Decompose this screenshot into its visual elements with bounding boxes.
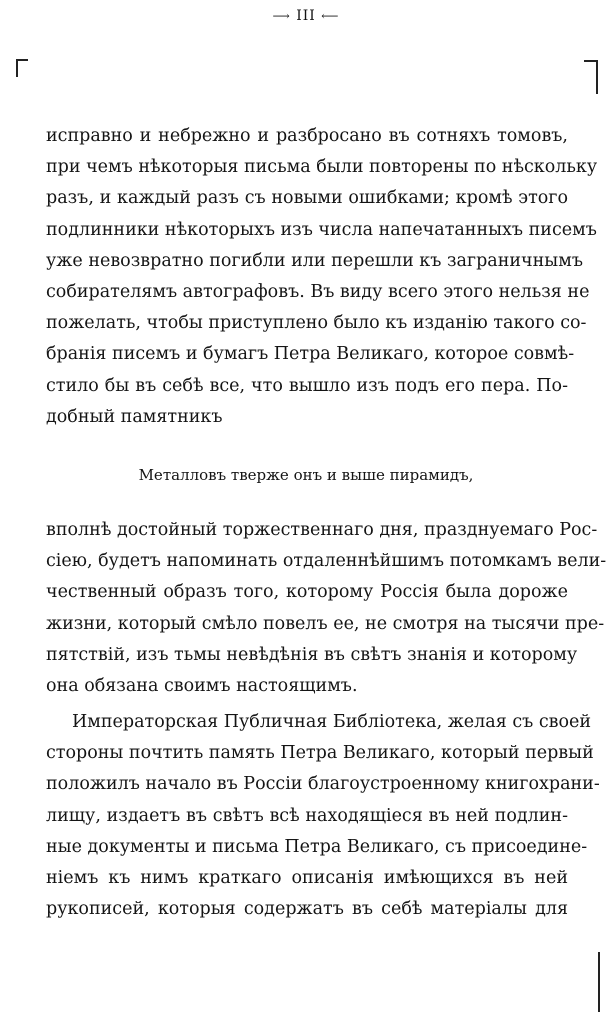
text-line: уже невозвратно погибли или перешли къ заграничнымъ: [46, 250, 583, 271]
text-line: исправно и небрежно и разбросано въ сотняхъ томовъ,: [46, 126, 568, 146]
paragraph-2: [46, 515, 607, 702]
text-line: рукописей, которыя содержатъ въ себѣ матеріалы для: [46, 899, 568, 920]
text-line: Императорская Публичная Библіотека, желая съ своей: [72, 712, 592, 732]
text-line: подлинники нѣкоторыхъ изъ числа напечатанныхъ писемъ: [46, 219, 597, 240]
header-right-ornament: ⟵: [321, 9, 340, 23]
text-line: чественный образъ того, которому Россія была дороже: [46, 582, 568, 603]
text-line: сіею, будетъ напоминать отдаленнѣйшимъ потомкамъ вели-: [46, 551, 607, 572]
text-line: пожелать, чтобы приступлено было къ изданію такого со-: [46, 313, 587, 334]
text-line: при чемъ нѣкоторыя письма были повторены по нѣскольку: [46, 157, 598, 178]
frame-edge-right: [596, 60, 598, 94]
text-line: стороны почтить память Петра Великаго, который первый: [46, 743, 594, 764]
text-line: разъ, и каждый разъ съ новыми ошибками; кромѣ этого: [46, 188, 568, 209]
text-line: вполнѣ достойный торжественнаго дня, празднуемаго Рос-: [46, 520, 598, 540]
page-number: III: [296, 8, 316, 24]
paragraph-3: [46, 707, 600, 925]
text-line: она обязана своимъ настоящимъ.: [46, 675, 358, 696]
text-line: положилъ начало въ Россіи благоустроенному книгохрани-: [46, 774, 600, 795]
text-line: ные документы и письма Петра Великаго, съ присоедине-: [46, 836, 588, 857]
text-line: ніемъ къ нимъ краткаго описанія имѣющихся въ ней: [46, 867, 568, 888]
text-line: пятствій, изъ тьмы невѣдѣнія въ свѣтъ знанія и которому: [46, 644, 578, 665]
text-line: бранія писемъ и бумагъ Петра Великаго, которое совмѣ-: [46, 344, 575, 365]
text-line: стило бы въ себѣ все, что вышло изъ подъ его пера. По-: [46, 375, 568, 396]
page-header: [0, 8, 612, 28]
text-line: лищу, издаетъ въ свѣтъ всѣ находящіеся въ ней подлин-: [46, 805, 568, 826]
poetry-quote: Металловъ тверже онъ и выше пирамидъ,: [138, 466, 474, 484]
header-left-ornament: ⟶: [272, 9, 291, 23]
text-line: жизни, который смѣло повелъ ее, не смотря на тысячи пре-: [46, 613, 605, 634]
text-line: собирателямъ автографовъ. Въ виду всего этого нельзя не: [46, 281, 590, 302]
paragraph-1: [46, 121, 598, 433]
frame-edge-left: [16, 59, 18, 77]
text-line: добный памятникъ: [46, 406, 223, 427]
frame-edge-right-bottom: [598, 952, 600, 1012]
